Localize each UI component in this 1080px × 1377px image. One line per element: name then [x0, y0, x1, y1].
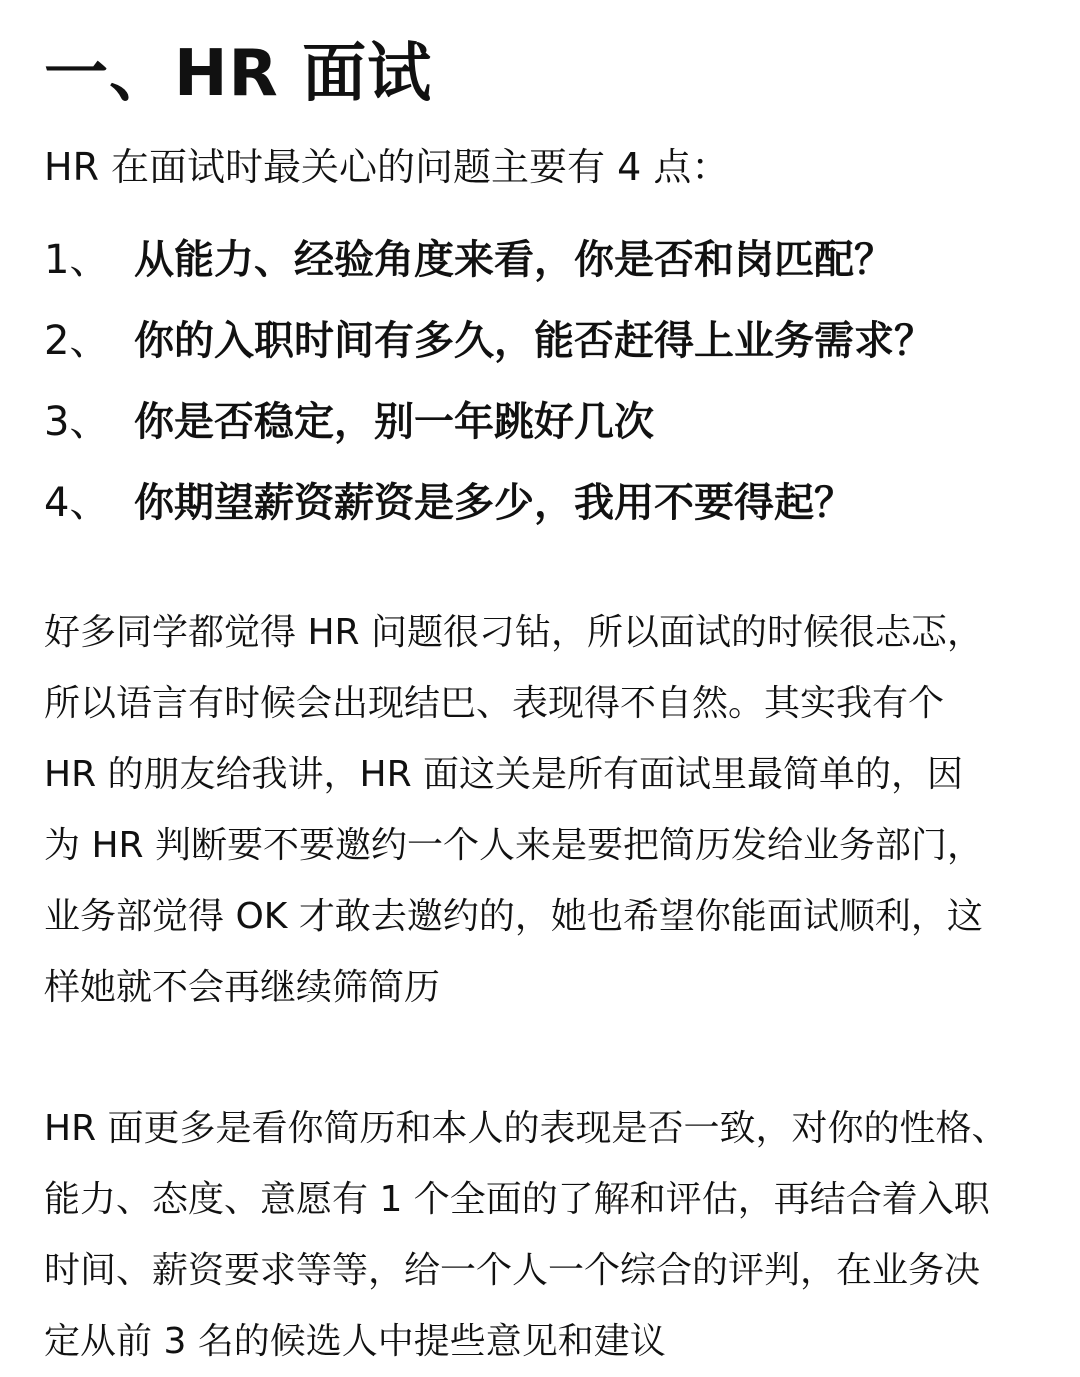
question-number: 1、	[44, 237, 110, 283]
paragraph-line: 时间、薪资要求等等，给一个人一个综合的评判，在业务决	[44, 1250, 981, 1291]
paragraph-line: 好多同学都觉得 HR 问题很刁钻，所以面试的时候很忐忑，	[44, 612, 983, 653]
paragraph-line: 业务部觉得 OK 才敢去邀约的，她也希望你能面试顺利，这	[44, 896, 983, 937]
question-text: 你期望薪资薪资是多少，我用不要得起？	[134, 480, 854, 526]
question-text: 你是否稳定，别一年跳好几次	[134, 399, 654, 445]
paragraph-line: 为 HR 判断要不要邀约一个人来是要把简历发给业务部门，	[44, 825, 983, 866]
question-item	[44, 378, 1044, 459]
question-text: 从能力、经验角度来看，你是否和岗匹配？	[134, 237, 894, 283]
question-item	[44, 216, 1044, 297]
question-text: 你的入职时间有多久，能否赶得上业务需求？	[134, 318, 934, 364]
question-item	[44, 459, 1044, 540]
question-number: 3、	[44, 399, 110, 445]
question-item	[44, 297, 1044, 378]
paragraph-hr-evaluation	[44, 1093, 1044, 1377]
paragraph-line: 定从前 3 名的候选人中提些意见和建议	[44, 1321, 666, 1362]
paragraph-line: 能力、态度、意愿有 1 个全面的了解和评估，再结合着入职	[44, 1179, 990, 1220]
paragraph-line: HR 的朋友给我讲，HR 面这关是所有面试里最简单的，因	[44, 754, 964, 795]
question-list	[44, 216, 1044, 540]
paragraph-hr-perception	[44, 597, 1044, 1023]
paragraph-line: 样她就不会再继续筛简历	[44, 967, 441, 1008]
paragraph-line: HR 面更多是看你简历和本人的表现是否一致，对你的性格、	[44, 1108, 1008, 1149]
question-number: 2、	[44, 318, 110, 364]
paragraph-line: 所以语言有时候会出现结巴、表现得不自然。其实我有个	[44, 683, 945, 724]
section-heading: 一、HR 面试	[44, 37, 433, 111]
intro-text: HR 在面试时最关心的问题主要有 4 点：	[44, 145, 730, 189]
question-number: 4、	[44, 480, 110, 526]
